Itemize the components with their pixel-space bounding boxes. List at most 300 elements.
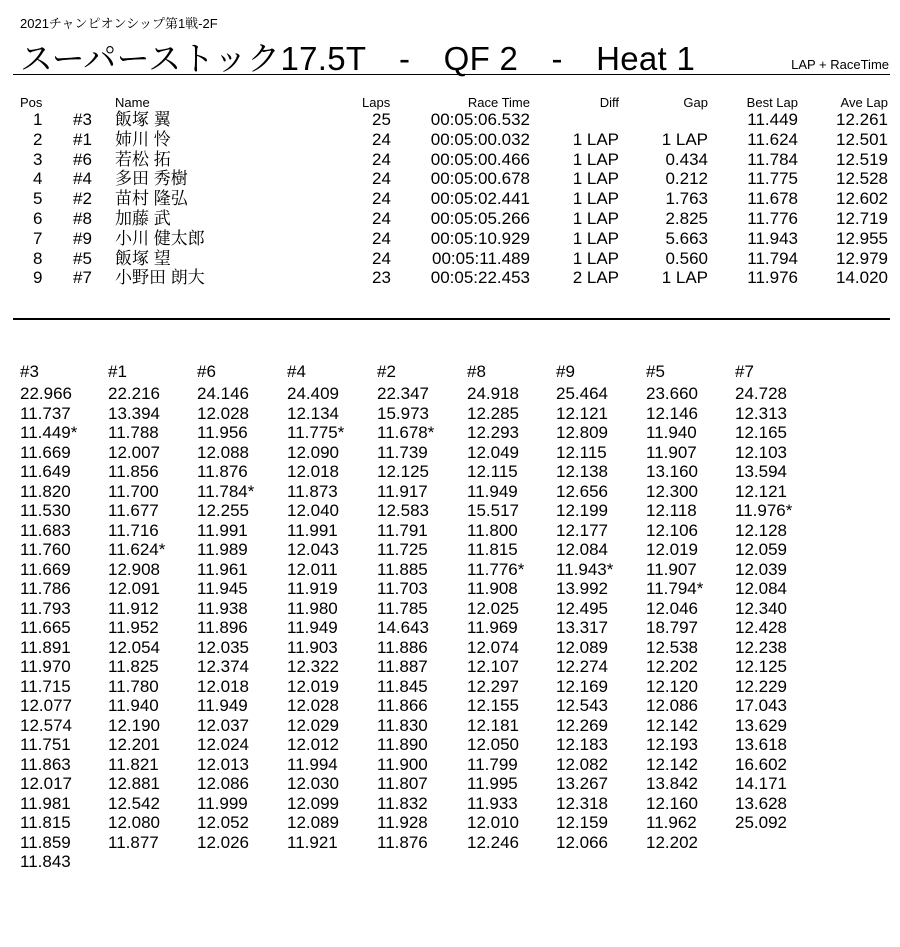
results-cell-laps: 24 — [372, 248, 391, 268]
lap-time: 12.086 — [646, 696, 698, 715]
lap-column — [556, 362, 646, 852]
results-header-laps: Laps — [362, 95, 391, 110]
lap-time: 12.040 — [287, 501, 339, 520]
lap-time: 12.018 — [197, 676, 249, 696]
results-cell-ave: 12.519 — [836, 149, 888, 169]
lap-time: 11.876 — [377, 832, 428, 852]
lap-time: 12.024 — [197, 735, 249, 754]
lap-time: 11.725 — [377, 540, 428, 559]
lap-time: 12.125 — [735, 657, 787, 676]
results-cell-name: 小川 健太郎 — [115, 228, 205, 248]
lap-time: 13.618 — [735, 735, 787, 754]
lap-time: 11.933 — [467, 793, 518, 813]
results-row — [0, 169, 900, 189]
lap-time: 12.238 — [735, 637, 787, 657]
lap-time: 12.115 — [556, 442, 607, 462]
results-cell-name: 苗村 隆弘 — [115, 189, 188, 209]
lap-time: 12.285 — [467, 403, 519, 423]
lap-time: 13.594 — [735, 462, 787, 481]
lap-time: 11.678* — [377, 423, 435, 442]
lap-time: 12.012 — [287, 735, 339, 754]
lap-time: 12.656 — [556, 481, 608, 501]
results-cell-laps: 24 — [372, 149, 391, 169]
lap-time: 12.313 — [735, 403, 787, 423]
lap-time: 12.007 — [108, 442, 160, 462]
lap-time: 11.917 — [377, 481, 428, 501]
lap-time: 12.542 — [108, 793, 160, 813]
lap-time: 12.202 — [646, 832, 698, 852]
lap-time: 12.086 — [197, 774, 249, 793]
lap-time: 12.146 — [646, 403, 698, 423]
results-cell-num: #4 — [73, 169, 92, 189]
results-cell-race-time: 00:05:02.441 — [430, 189, 530, 209]
lap-time: 12.059 — [735, 540, 787, 559]
lap-time: 11.886 — [377, 637, 428, 657]
lap-time: 12.293 — [467, 423, 519, 442]
lap-time: 12.049 — [467, 442, 519, 462]
results-cell-diff: 1 LAP — [572, 189, 619, 209]
results-cell-diff: 1 LAP — [572, 129, 619, 149]
results-row — [0, 110, 900, 130]
lap-time: 11.815 — [20, 813, 71, 832]
lap-column — [377, 362, 467, 852]
lap-time: 13.394 — [108, 403, 160, 423]
lap-time: 12.025 — [467, 598, 519, 618]
results-cell-gap: 1 LAP — [661, 268, 708, 288]
lap-time: 12.160 — [646, 793, 698, 813]
lap-time: 18.797 — [646, 618, 698, 637]
lap-time: 12.099 — [287, 793, 339, 813]
lap-time: 12.543 — [556, 696, 608, 715]
lap-time: 25.464 — [556, 384, 608, 403]
lap-time: 12.029 — [287, 715, 339, 735]
results-cell-race-time: 00:05:00.678 — [430, 169, 530, 189]
lap-time: 12.255 — [197, 501, 249, 520]
lap-time: 11.715 — [20, 676, 71, 696]
results-cell-num: #3 — [73, 110, 92, 129]
results-row — [0, 249, 900, 269]
lap-time: 11.877 — [108, 832, 159, 852]
lap-time: 11.669 — [20, 442, 71, 462]
lap-time: 23.660 — [646, 384, 698, 403]
results-cell-name: 姉川 怜 — [115, 129, 171, 149]
lap-time: 13.317 — [556, 618, 608, 637]
lap-time: 11.669 — [20, 559, 71, 579]
lap-time: 11.956 — [197, 423, 248, 442]
lap-time: 11.980 — [287, 598, 338, 618]
lap-time: 11.995 — [467, 774, 518, 793]
results-cell-pos: 8 — [33, 248, 43, 268]
results-cell-ave: 14.020 — [836, 268, 888, 288]
lap-column-header: #4 — [287, 362, 306, 381]
lap-time: 11.900 — [377, 754, 428, 774]
lap-time: 12.538 — [646, 637, 698, 657]
results-cell-gap: 0.560 — [665, 248, 708, 268]
lap-time: 12.066 — [556, 832, 608, 852]
lap-time: 12.202 — [646, 657, 698, 676]
lap-time: 11.976* — [735, 501, 793, 520]
lap-time: 12.106 — [646, 520, 698, 540]
lap-time: 12.028 — [197, 403, 249, 423]
lap-time: 12.138 — [556, 462, 608, 481]
lap-time: 11.991 — [197, 520, 248, 540]
results-header-best: Best Lap — [746, 95, 798, 110]
lap-time: 12.090 — [287, 442, 339, 462]
results-cell-pos: 1 — [33, 110, 43, 129]
lap-time: 11.891 — [20, 637, 71, 657]
results-cell-gap: 2.825 — [665, 208, 708, 228]
lap-time: 12.340 — [735, 598, 787, 618]
lap-time: 12.019 — [646, 540, 698, 559]
lap-time: 12.011 — [287, 559, 338, 579]
results-cell-laps: 24 — [372, 228, 391, 248]
results-cell-pos: 3 — [33, 149, 43, 169]
results-cell-laps: 24 — [372, 129, 391, 149]
lap-time: 11.943* — [556, 559, 614, 579]
lap-time: 11.815 — [467, 540, 518, 559]
lap-time: 11.873 — [287, 481, 338, 501]
results-cell-best: 11.976 — [747, 268, 798, 288]
lap-time: 14.171 — [735, 774, 787, 793]
lap-time: 11.945 — [197, 579, 248, 598]
results-cell-ave: 12.979 — [836, 248, 888, 268]
lap-time: 11.825 — [108, 657, 159, 676]
lap-time: 12.142 — [646, 754, 698, 774]
lap-time: 11.786 — [20, 579, 71, 598]
results-row — [0, 229, 900, 249]
lap-time: 12.107 — [467, 657, 519, 676]
lap-time: 11.928 — [377, 813, 428, 832]
results-cell-best: 11.943 — [747, 228, 798, 248]
lap-time: 11.760 — [20, 540, 71, 559]
lap-time: 13.629 — [735, 715, 787, 735]
title-rule — [13, 74, 890, 75]
lap-column-header: #6 — [197, 362, 216, 381]
results-cell-name: 若松 拓 — [115, 149, 171, 169]
results-header-race: Race Time — [467, 95, 530, 110]
results-cell-laps: 24 — [372, 169, 391, 189]
results-cell-best: 11.775 — [747, 169, 798, 189]
lap-time: 11.908 — [467, 579, 518, 598]
results-cell-race-time: 00:05:00.032 — [430, 129, 530, 149]
lap-time: 11.912 — [108, 598, 159, 618]
results-cell-diff: 1 LAP — [572, 228, 619, 248]
lap-time: 14.643 — [377, 618, 429, 637]
results-cell-best: 11.449 — [747, 110, 798, 129]
results-cell-pos: 5 — [33, 189, 43, 209]
lap-time: 12.165 — [735, 423, 787, 442]
lap-time: 11.793 — [20, 598, 71, 618]
lap-time: 11.989 — [197, 540, 248, 559]
lap-time: 12.121 — [556, 403, 608, 423]
page-title: スーパーストック17.5T - QF 2 - Heat 1 — [20, 40, 696, 77]
results-cell-num: #1 — [73, 129, 92, 149]
lap-time: 12.035 — [197, 637, 249, 657]
lap-time: 12.318 — [556, 793, 608, 813]
results-cell-num: #9 — [73, 228, 92, 248]
lap-time: 12.026 — [197, 832, 249, 852]
lap-time: 11.683 — [20, 520, 71, 540]
lap-time: 11.794* — [646, 579, 704, 598]
lap-time: 11.649 — [20, 462, 71, 481]
lap-time: 17.043 — [735, 696, 787, 715]
results-cell-gap: 0.434 — [665, 149, 708, 169]
lap-time: 12.082 — [556, 754, 608, 774]
lap-time: 11.703 — [377, 579, 428, 598]
lap-time: 11.739 — [377, 442, 428, 462]
lap-time: 22.966 — [20, 384, 72, 403]
lap-time: 12.322 — [287, 657, 339, 676]
lap-time: 11.751 — [20, 735, 71, 754]
lap-time: 11.737 — [20, 403, 71, 423]
results-cell-pos: 9 — [33, 268, 43, 288]
lap-time: 11.885 — [377, 559, 428, 579]
results-cell-num: #2 — [73, 189, 92, 209]
results-cell-name: 多田 秀樹 — [115, 169, 188, 189]
lap-time: 11.820 — [20, 481, 71, 501]
lap-time: 11.994 — [287, 754, 338, 774]
lap-time: 13.628 — [735, 793, 787, 813]
lap-time: 12.201 — [108, 735, 160, 754]
lap-time: 12.809 — [556, 423, 608, 442]
results-cell-laps: 23 — [372, 268, 391, 288]
results-row — [0, 150, 900, 170]
results-cell-pos: 6 — [33, 208, 43, 228]
lap-time: 13.160 — [646, 462, 698, 481]
results-cell-ave: 12.501 — [836, 129, 888, 149]
lap-column — [735, 362, 825, 833]
lap-time: 11.940 — [108, 696, 159, 715]
results-cell-pos: 7 — [33, 228, 43, 248]
lap-time: 12.077 — [20, 696, 72, 715]
results-cell-race-time: 00:05:10.929 — [430, 228, 530, 248]
results-cell-laps: 25 — [372, 110, 391, 129]
lap-time: 11.856 — [108, 462, 159, 481]
lap-time: 11.876 — [197, 462, 248, 481]
results-cell-diff: 1 LAP — [572, 149, 619, 169]
lap-column — [20, 362, 110, 872]
lap-time: 15.517 — [467, 501, 519, 520]
lap-time: 11.832 — [377, 793, 428, 813]
results-cell-num: #7 — [73, 268, 92, 288]
lap-column-header: #3 — [20, 362, 39, 381]
lap-time: 11.677 — [108, 501, 159, 520]
lap-time: 12.229 — [735, 676, 787, 696]
results-cell-name: 飯塚 翼 — [115, 110, 171, 129]
results-cell-pos: 2 — [33, 129, 43, 149]
lap-time: 12.028 — [287, 696, 339, 715]
lap-time: 12.246 — [467, 832, 519, 852]
lap-time: 12.013 — [197, 754, 249, 774]
results-cell-laps: 24 — [372, 189, 391, 209]
lap-time: 12.169 — [556, 676, 608, 696]
results-cell-race-time: 00:05:11.489 — [432, 248, 530, 268]
results-header-name: Name — [115, 95, 150, 110]
lap-time: 12.128 — [735, 520, 787, 540]
lap-time: 24.146 — [197, 384, 249, 403]
lap-time: 12.091 — [108, 579, 160, 598]
lap-time: 12.018 — [287, 462, 339, 481]
lap-time: 11.624* — [108, 540, 166, 559]
results-cell-ave: 12.261 — [836, 110, 888, 129]
lap-time: 11.830 — [377, 715, 428, 735]
lap-time: 12.183 — [556, 735, 608, 754]
lap-time: 12.084 — [556, 540, 608, 559]
lap-time: 12.043 — [287, 540, 339, 559]
lap-time: 12.115 — [467, 462, 518, 481]
results-header-diff: Diff — [599, 95, 619, 110]
lap-time: 12.155 — [467, 696, 519, 715]
lap-time: 12.039 — [735, 559, 787, 579]
lap-time: 11.700 — [108, 481, 159, 501]
results-row — [0, 189, 900, 209]
lap-column-header: #5 — [646, 362, 665, 381]
lap-column-header: #9 — [556, 362, 575, 381]
lap-time: 11.843 — [20, 852, 71, 871]
lap-time: 11.970 — [20, 657, 71, 676]
lap-time: 11.969 — [467, 618, 518, 637]
lap-time: 11.949 — [467, 481, 518, 501]
results-row — [0, 209, 900, 229]
results-cell-ave: 12.528 — [836, 169, 888, 189]
lap-time: 12.142 — [646, 715, 698, 735]
lap-time: 12.297 — [467, 676, 519, 696]
lap-time: 12.159 — [556, 813, 608, 832]
lap-time: 12.881 — [108, 774, 160, 793]
results-cell-diff: 2 LAP — [572, 268, 619, 288]
lap-time: 11.991 — [287, 520, 338, 540]
results-cell-best: 11.776 — [747, 208, 798, 228]
event-name: 2021チャンピオンシップ第1戦-2F — [20, 16, 218, 31]
lap-time: 11.919 — [287, 579, 338, 598]
results-cell-best: 11.678 — [747, 189, 798, 209]
lap-column — [287, 362, 377, 852]
lap-time: 11.921 — [287, 832, 338, 852]
lap-time: 11.949 — [287, 618, 338, 637]
lap-time: 12.125 — [377, 462, 429, 481]
lap-time: 11.845 — [377, 676, 428, 696]
lap-time: 12.089 — [556, 637, 608, 657]
lap-time: 11.530 — [20, 501, 71, 520]
results-table — [0, 95, 900, 288]
lap-time: 11.800 — [467, 520, 518, 540]
lap-time: 12.374 — [197, 657, 249, 676]
results-header-row — [0, 95, 900, 110]
lap-time: 11.780 — [108, 676, 159, 696]
lap-time: 12.177 — [556, 520, 608, 540]
lap-time: 11.788 — [108, 423, 159, 442]
lap-time: 12.084 — [735, 579, 787, 598]
results-cell-race-time: 00:05:22.453 — [430, 268, 530, 288]
lap-time: 12.052 — [197, 813, 249, 832]
results-cell-gap: 0.212 — [665, 169, 708, 189]
results-cell-ave: 12.955 — [836, 228, 888, 248]
lap-time: 12.428 — [735, 618, 787, 637]
lap-time: 11.907 — [646, 442, 697, 462]
lap-time: 11.890 — [377, 735, 428, 754]
results-cell-ave: 12.719 — [836, 208, 888, 228]
lap-time: 11.903 — [287, 637, 338, 657]
results-cell-num: #8 — [73, 208, 92, 228]
lap-time: 11.821 — [108, 754, 159, 774]
results-header-ave: Ave Lap — [840, 95, 888, 110]
results-cell-num: #6 — [73, 149, 92, 169]
results-row — [0, 130, 900, 150]
lap-time: 12.574 — [20, 715, 72, 735]
lap-time: 12.199 — [556, 501, 608, 520]
lap-column — [108, 362, 198, 852]
results-row — [0, 268, 900, 288]
lap-time: 12.046 — [646, 598, 698, 618]
results-cell-gap: 1 LAP — [661, 129, 708, 149]
lap-time: 12.583 — [377, 501, 429, 520]
lap-time: 11.785 — [377, 598, 428, 618]
lap-time: 12.274 — [556, 657, 608, 676]
lap-time: 12.030 — [287, 774, 339, 793]
lap-time: 13.267 — [556, 774, 608, 793]
lap-time: 12.181 — [467, 715, 519, 735]
lap-time: 15.973 — [377, 403, 429, 423]
lap-column-header: #7 — [735, 362, 754, 381]
lap-times-table — [0, 362, 900, 947]
lap-time: 11.859 — [20, 832, 71, 852]
lap-time: 13.992 — [556, 579, 608, 598]
lap-time: 11.775* — [287, 423, 345, 442]
lap-time: 11.949 — [197, 696, 248, 715]
lap-time: 12.118 — [646, 501, 697, 520]
lap-time: 11.799 — [467, 754, 518, 774]
lap-time: 12.010 — [467, 813, 519, 832]
results-header-pos: Pos — [20, 95, 43, 110]
lap-time: 24.409 — [287, 384, 339, 403]
lap-time: 12.134 — [287, 403, 339, 423]
lap-time: 12.103 — [735, 442, 787, 462]
lap-time: 12.190 — [108, 715, 160, 735]
results-cell-diff: 1 LAP — [572, 208, 619, 228]
results-cell-laps: 24 — [372, 208, 391, 228]
lap-time: 11.776* — [467, 559, 525, 579]
lap-time: 12.037 — [197, 715, 249, 735]
report-type-label: LAP + RaceTime — [791, 57, 889, 72]
lap-time: 11.665 — [20, 618, 71, 637]
lap-time: 12.269 — [556, 715, 608, 735]
results-cell-num: #5 — [73, 248, 92, 268]
lap-time: 12.080 — [108, 813, 160, 832]
lap-time: 12.193 — [646, 735, 698, 754]
lap-time: 11.961 — [197, 559, 248, 579]
results-cell-gap: 1.763 — [665, 189, 708, 209]
results-cell-name: 加藤 武 — [115, 208, 171, 228]
lap-time: 11.866 — [377, 696, 428, 715]
lap-time: 22.347 — [377, 384, 429, 403]
lap-column-header: #8 — [467, 362, 486, 381]
lap-time: 25.092 — [735, 813, 787, 832]
results-cell-ave: 12.602 — [836, 189, 888, 209]
lap-time: 11.716 — [108, 520, 159, 540]
lap-time: 11.999 — [197, 793, 248, 813]
results-cell-best: 11.794 — [747, 248, 798, 268]
lap-time: 12.495 — [556, 598, 608, 618]
results-cell-best: 11.624 — [747, 129, 798, 149]
results-cell-diff: 1 LAP — [572, 169, 619, 189]
lap-time: 12.088 — [197, 442, 249, 462]
results-rule — [13, 318, 890, 320]
lap-time: 12.908 — [108, 559, 160, 579]
results-cell-best: 11.784 — [747, 149, 798, 169]
lap-time: 12.017 — [20, 774, 72, 793]
lap-time: 12.074 — [467, 637, 519, 657]
lap-time: 11.896 — [197, 618, 248, 637]
